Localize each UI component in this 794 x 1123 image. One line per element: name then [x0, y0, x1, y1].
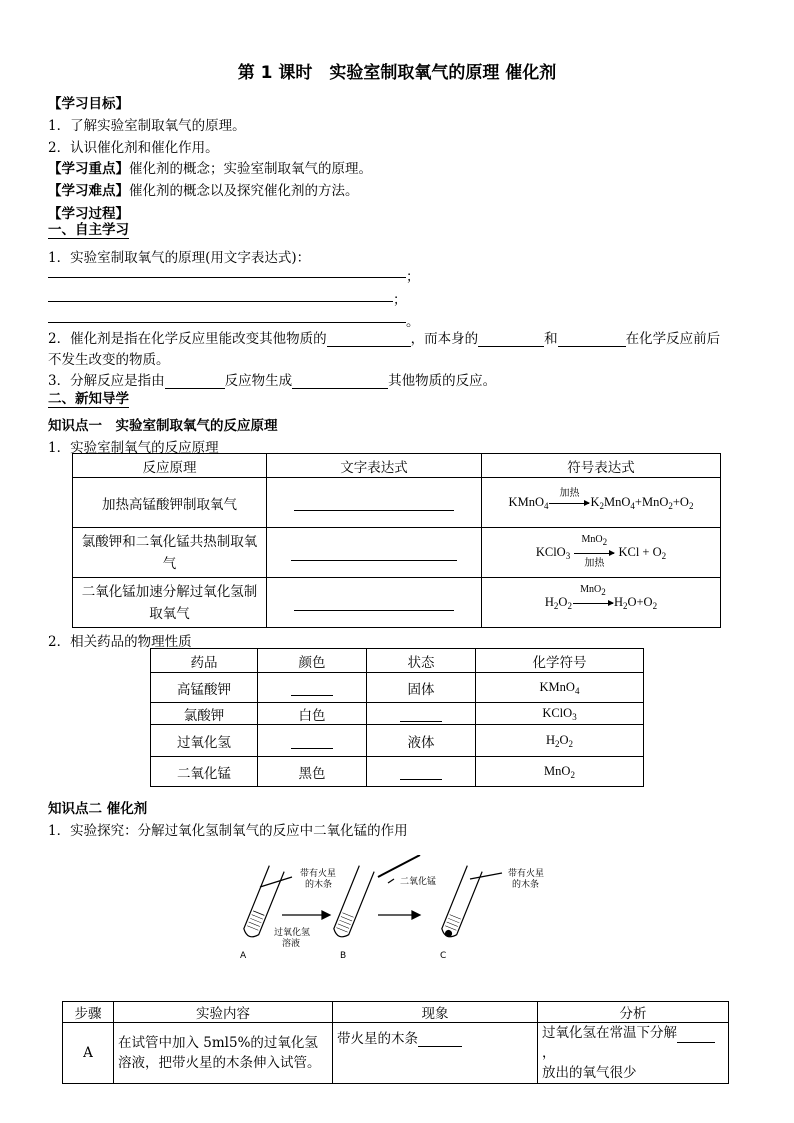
semicolon-1: ； [406, 269, 420, 285]
figure-label: 的木条 [305, 880, 333, 890]
answer-blank[interactable] [400, 765, 442, 780]
question-1: 1．实验室制取氧气的原理(用文字表达式)： [48, 250, 311, 266]
state-cell[interactable] [367, 703, 476, 725]
content-cell: 在试管中加入 5ml5%的过氧化氢 溶液，把带火星的木条伸入试管。 [114, 1023, 333, 1084]
drug-name: 高锰酸钾 [151, 673, 258, 703]
answer-blank[interactable] [291, 546, 457, 561]
drug-name: 氯酸钾 [151, 703, 258, 725]
key-points [48, 157, 372, 177]
th-analysis: 分析 [538, 1002, 729, 1023]
table-row [151, 757, 644, 787]
symbol-equation-cell: KMnO$_4$ 加热 $K_2MnO_4+MnO_2+O_2$ [482, 478, 721, 528]
experiment-figure [230, 855, 570, 967]
difficulty-label: 【学习难点】 [48, 183, 129, 199]
period-3: 。 [406, 314, 420, 330]
question-2-cont: 不发生改变的物质。 [48, 352, 170, 368]
properties-table [150, 648, 644, 787]
figure-label: C [440, 951, 447, 961]
table-row [151, 673, 644, 703]
color-cell[interactable] [258, 673, 367, 703]
test-tube-b [332, 866, 374, 940]
th-content: 实验内容 [114, 1002, 333, 1023]
word-equation-cell[interactable] [267, 478, 482, 528]
experiment-table [62, 1001, 729, 1084]
phenomenon-cell: 带火星的木条 [333, 1023, 538, 1084]
answer-blank[interactable] [291, 734, 333, 749]
answer-blank-1[interactable] [48, 262, 406, 278]
word-equation-cell[interactable] [267, 528, 482, 578]
objectives-heading: 【学习目标】 [48, 96, 129, 112]
symbol-equation-cell: $H_2O_2$ MnO$_2$ $H_2O+O_2$ [482, 578, 721, 628]
th-word-equation: 文字表达式 [267, 454, 482, 478]
difficulty-text: 催化剂的概念以及探究催化剂的方法。 [129, 183, 359, 199]
principle-cell: 加热高锰酸钾制取氧气 [73, 478, 267, 528]
formula-cell: MnO$_2$ [476, 757, 644, 787]
state-cell: 液体 [367, 725, 476, 757]
kp1-question-2: 2．相关药品的物理性质 [48, 634, 192, 650]
kp2-question-1: 1．实验探究：分解过氧化氢制氧气的反应中二氧化锰的作用 [48, 823, 408, 839]
formula-cell: KMnO$_4$ [476, 673, 644, 703]
question-3: 3．分解反应是指由 反应物生成 其他物质的反应。 [48, 373, 497, 389]
blank-q3-2[interactable] [292, 374, 388, 389]
section-new-learning: 二、新知导学 [48, 391, 129, 407]
figure-label: 带有火星 [300, 869, 337, 879]
page-title: 第 1 课时 实验室制取氧气的原理 催化剂 [237, 63, 557, 83]
question-2: 2．催化剂是指在化学反应里能改变其他物质的 ，而本身的 和 在化学反应前后 [48, 331, 721, 347]
color-cell: 黑色 [258, 757, 367, 787]
reaction-table [72, 453, 721, 628]
color-cell: 白色 [258, 703, 367, 725]
table-row [73, 528, 721, 578]
color-cell[interactable] [258, 725, 367, 757]
analysis-cell: 过氧化氢在常温下分解， 放出的氧气很少 [538, 1023, 729, 1084]
objective-2: 2．认识催化剂和催化作用。 [48, 140, 219, 156]
table-row [73, 578, 721, 628]
answer-blank[interactable] [294, 596, 454, 611]
th-principle: 反应原理 [73, 454, 267, 478]
figure-label: A [240, 951, 247, 961]
blank-q2-3[interactable] [558, 332, 626, 347]
table-row [151, 725, 644, 757]
process-heading: 【学习过程】 [48, 206, 129, 222]
state-cell[interactable] [367, 757, 476, 787]
table-row [73, 478, 721, 528]
test-tube-c [440, 866, 482, 940]
word-equation-cell[interactable] [267, 578, 482, 628]
key-text: 催化剂的概念；实验室制取氧气的原理。 [129, 161, 372, 177]
drug-name: 过氧化氢 [151, 725, 258, 757]
th-phenomenon: 现象 [333, 1002, 538, 1023]
table-row [151, 703, 644, 725]
answer-blank[interactable] [418, 1032, 462, 1047]
answer-blank-3[interactable] [48, 307, 406, 323]
knowledge-point-1: 知识点一 实验室制取氧气的反应原理 [48, 418, 278, 434]
answer-blank[interactable] [291, 681, 333, 696]
figure-label: 的木条 [512, 880, 540, 890]
section-self-study: 一、自主学习 [48, 222, 129, 238]
semicolon-2: ； [393, 292, 407, 308]
difficulty-points [48, 179, 359, 199]
figure-label: 溶液 [282, 939, 301, 949]
th-symbol-equation: 符号表达式 [482, 454, 721, 478]
state-cell: 固体 [367, 673, 476, 703]
table-row [63, 1023, 729, 1084]
splint-a [260, 877, 292, 887]
key-label: 【学习重点】 [48, 161, 129, 177]
th-step: 步骤 [63, 1002, 114, 1023]
figure-label: 二氧化锰 [400, 877, 437, 887]
objective-1: 1．了解实验室制取氧气的原理。 [48, 118, 246, 134]
th-drug: 药品 [151, 649, 258, 673]
principle-cell: 氯酸钾和二氧化锰共热制取氧气 [73, 528, 267, 578]
blank-q2-1[interactable] [327, 332, 411, 347]
th-formula: 化学符号 [476, 649, 644, 673]
symbol-equation-cell: KClO$_3$ MnO$_2$ 加热 KCl + $O_2$ [482, 528, 721, 578]
kp1-question-1: 1．实验室制氧气的反应原理 [48, 440, 219, 456]
step-cell: A [63, 1023, 114, 1084]
th-state: 状态 [367, 649, 476, 673]
formula-cell: $H_2O_2$ [476, 725, 644, 757]
figure-label: 带有火星 [508, 869, 545, 879]
figure-label: B [340, 951, 347, 961]
spoon-b [378, 855, 420, 877]
answer-blank[interactable] [400, 707, 442, 722]
figure-label: 过氧化氢 [274, 928, 311, 938]
th-color: 颜色 [258, 649, 367, 673]
splint-c [470, 873, 502, 879]
answer-blank-2[interactable] [48, 286, 393, 302]
answer-blank[interactable] [294, 496, 454, 511]
blank-q3-1[interactable] [165, 374, 225, 389]
principle-cell: 二氧化锰加速分解过氧化氢制取氧气 [73, 578, 267, 628]
answer-blank[interactable] [677, 1028, 715, 1043]
drug-name: 二氧化锰 [151, 757, 258, 787]
formula-cell: KClO$_3$ [476, 703, 644, 725]
blank-q2-2[interactable] [478, 332, 544, 347]
knowledge-point-2: 知识点二 催化剂 [48, 801, 148, 817]
